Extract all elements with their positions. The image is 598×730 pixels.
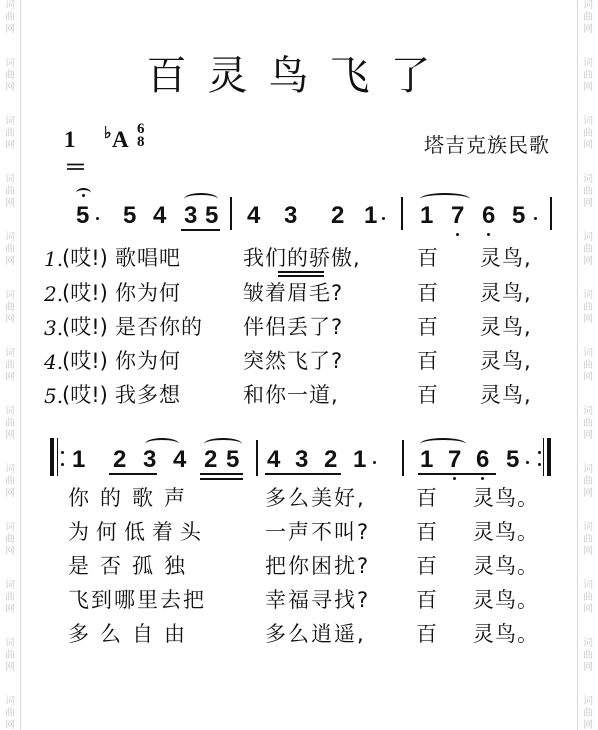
lyric-phrase-1: 为何低着头	[68, 520, 208, 544]
melody-note: 6	[476, 446, 490, 473]
lyric-phrase-2: 我们的骄傲,	[243, 246, 361, 270]
melody-note: 4	[153, 202, 167, 229]
lyric-phrase-4: 灵鸟,	[480, 246, 532, 270]
watermark-text: 词 曲 网	[583, 0, 593, 35]
watermark-text: 词 曲 网	[5, 58, 15, 93]
lyric-prefix: (哎!)	[62, 315, 108, 339]
slur-arc	[184, 193, 218, 205]
repeat-end-thin-bar	[543, 438, 544, 476]
watermark-text: 词 曲 网	[5, 580, 15, 615]
right-frame-line	[577, 0, 578, 730]
watermark-text: 词 曲 网	[5, 116, 15, 151]
lyric-phrase-3: 百	[417, 383, 438, 407]
lyric-phrase-4: 灵鸟。	[473, 520, 539, 544]
slur-arc	[204, 438, 242, 450]
melody-note: 1	[364, 202, 378, 229]
lyric-phrase-1: 是否你的	[115, 315, 203, 339]
melody-note: 5	[226, 446, 240, 473]
melody-note: 1	[72, 446, 86, 473]
underline-mark	[200, 473, 243, 475]
watermark-text: 词 曲 网	[5, 174, 15, 209]
repeat-dot	[538, 451, 541, 454]
lyric-phrase-3: 百	[417, 349, 438, 373]
melody-note: 4	[247, 202, 261, 229]
lyric-phrase-4: 灵鸟。	[473, 622, 539, 646]
dot-duration-mark	[526, 461, 529, 464]
melody-note: 7	[448, 446, 462, 473]
melody-note: 5	[123, 202, 137, 229]
underline-mark	[200, 478, 243, 480]
lyric-prefix: (哎!)	[62, 383, 108, 407]
lyric-phrase-4: 灵鸟,	[480, 383, 532, 407]
lyric-phrase-2: 一声不叫?	[265, 520, 371, 544]
dot-duration-mark	[373, 461, 376, 464]
lyric-number: 3.	[44, 316, 64, 340]
melody-note: 2	[204, 446, 218, 473]
lyric-prefix: (哎!)	[62, 349, 108, 373]
lyric-phrase-1: 飞到哪里去把	[68, 588, 206, 612]
repeat-start-bar	[50, 438, 54, 476]
bar-line	[256, 440, 258, 476]
underline-mark	[181, 229, 220, 231]
lyric-phrase-4: 灵鸟,	[480, 281, 532, 305]
song-origin: 塔吉克族民歌	[424, 133, 550, 157]
watermark-text: 词 曲 网	[583, 406, 593, 441]
lyric-phrase-1: 多么自由	[68, 622, 196, 646]
lyric-phrase-4: 灵鸟,	[480, 315, 532, 339]
repeat-start-thin-bar	[57, 438, 58, 476]
underline-mark	[109, 473, 157, 475]
watermark-text: 词 曲 网	[5, 406, 15, 441]
lyric-phrase-4: 灵鸟。	[473, 486, 539, 510]
lower-octave-dot	[456, 233, 459, 236]
lyric-phrase-1: 是否孤独	[68, 554, 196, 578]
dot-duration-mark	[382, 217, 385, 220]
lyric-number: 4.	[44, 350, 64, 374]
underline-mark	[265, 473, 341, 475]
lower-octave-dot	[481, 477, 484, 480]
left-frame-line	[20, 0, 21, 730]
lyric-phrase-3: 百	[417, 315, 438, 339]
fermata-dot	[82, 194, 85, 197]
underline-mark	[418, 473, 496, 475]
lyric-phrase-3: 百	[417, 281, 438, 305]
melody-note: 5	[506, 446, 520, 473]
bar-line	[401, 197, 403, 230]
watermark-text: 词 曲 网	[5, 464, 15, 499]
lyric-number: 2.	[44, 282, 64, 306]
lyric-prefix: (哎!)	[62, 281, 108, 305]
lyric-phrase-2: 多么逍遥,	[265, 622, 366, 646]
melody-note: 1	[420, 446, 434, 473]
key-letter: A	[112, 127, 129, 152]
lyric-number: 1.	[44, 247, 64, 271]
lyric-phrase-3: 百	[416, 520, 437, 544]
lyric-phrase-1: 你的歌声	[68, 486, 196, 510]
melody-note: 3	[184, 202, 198, 229]
bar-line	[402, 440, 404, 476]
melody-note: 5	[76, 202, 90, 229]
melody-note: 6	[482, 202, 496, 229]
key-prefix: 1＝	[64, 127, 87, 180]
melody-note: 3	[295, 446, 309, 473]
melody-note: 5	[512, 202, 526, 229]
lyric-phrase-4: 灵鸟。	[473, 554, 539, 578]
melody-note: 2	[331, 202, 345, 229]
lyric-phrase-3: 百	[417, 246, 438, 270]
lyric-phrase-2: 把你困扰?	[265, 554, 371, 578]
lyric-phrase-1: 歌唱吧	[115, 246, 181, 270]
lyric-phrase-4: 灵鸟,	[480, 349, 532, 373]
lyric-phrase-1: 你为何	[115, 281, 181, 305]
lyric-prefix: (哎!)	[62, 246, 108, 270]
watermark-text: 词 曲 网	[5, 348, 15, 383]
lyric-phrase-2: 多么美好,	[265, 486, 366, 510]
bar-line	[230, 197, 232, 230]
flat-symbol: ♭	[104, 125, 112, 142]
lyric-phrase-3: 百	[416, 554, 437, 578]
watermark-text: 词 曲 网	[583, 174, 593, 209]
lyric-phrase-4: 灵鸟。	[473, 588, 539, 612]
time-signature-bottom: 8	[137, 134, 145, 150]
watermark-text: 词 曲 网	[583, 232, 593, 267]
watermark-text: 词 曲 网	[5, 0, 15, 35]
left-watermark-column	[1, 0, 19, 730]
slur-arc	[145, 438, 179, 450]
repeat-dot	[61, 463, 64, 466]
dot-duration-mark	[534, 217, 537, 220]
melisma-underline	[278, 275, 324, 277]
lower-octave-dot	[487, 233, 490, 236]
lyric-phrase-1: 你为何	[115, 349, 181, 373]
watermark-text: 词 曲 网	[5, 696, 15, 730]
watermark-text: 词 曲 网	[583, 348, 593, 383]
melody-note: 3	[143, 446, 157, 473]
watermark-text: 词 曲 网	[5, 232, 15, 267]
lyric-number: 5.	[44, 384, 64, 408]
watermark-text: 词 曲 网	[583, 290, 593, 325]
time-signature-top: 6	[137, 121, 145, 137]
watermark-text: 词 曲 网	[583, 58, 593, 93]
watermark-text: 词 曲 网	[583, 638, 593, 673]
bar-line	[550, 197, 552, 230]
melisma-underline	[278, 271, 324, 273]
watermark-text: 词 曲 网	[5, 638, 15, 673]
watermark-text: 词 曲 网	[5, 290, 15, 325]
repeat-dot	[538, 463, 541, 466]
melody-note: 7	[451, 202, 465, 229]
watermark-text: 词 曲 网	[583, 696, 593, 730]
melody-note: 1	[353, 446, 367, 473]
watermark-text: 词 曲 网	[583, 580, 593, 615]
lyric-phrase-3: 百	[416, 622, 437, 646]
watermark-text: 词 曲 网	[583, 522, 593, 557]
melody-note: 3	[284, 202, 298, 229]
watermark-text: 词 曲 网	[5, 522, 15, 557]
lyric-phrase-2: 和你一道,	[243, 383, 339, 407]
lyric-phrase-2: 皱着眉毛?	[243, 281, 344, 305]
watermark-text: 词 曲 网	[583, 464, 593, 499]
lyric-phrase-3: 百	[416, 486, 437, 510]
lyric-phrase-2: 幸福寻找?	[265, 588, 371, 612]
melody-note: 4	[267, 446, 281, 473]
repeat-dot	[61, 451, 64, 454]
melody-note: 2	[324, 446, 338, 473]
melody-note: 2	[113, 446, 127, 473]
watermark-text: 词 曲 网	[583, 116, 593, 151]
repeat-end-bar	[547, 438, 551, 476]
lyric-phrase-3: 百	[416, 588, 437, 612]
lyric-phrase-1: 我多想	[115, 383, 181, 407]
song-title: 百灵鸟飞了	[146, 53, 452, 99]
dot-duration-mark	[96, 217, 99, 220]
lyric-phrase-2: 突然飞了?	[243, 349, 344, 373]
melody-note: 5	[205, 202, 219, 229]
lower-octave-dot	[453, 477, 456, 480]
lyric-phrase-2: 伴侣丢了?	[243, 315, 344, 339]
melody-note: 4	[173, 446, 187, 473]
melody-note: 1	[420, 202, 434, 229]
right-watermark-column	[579, 0, 597, 730]
